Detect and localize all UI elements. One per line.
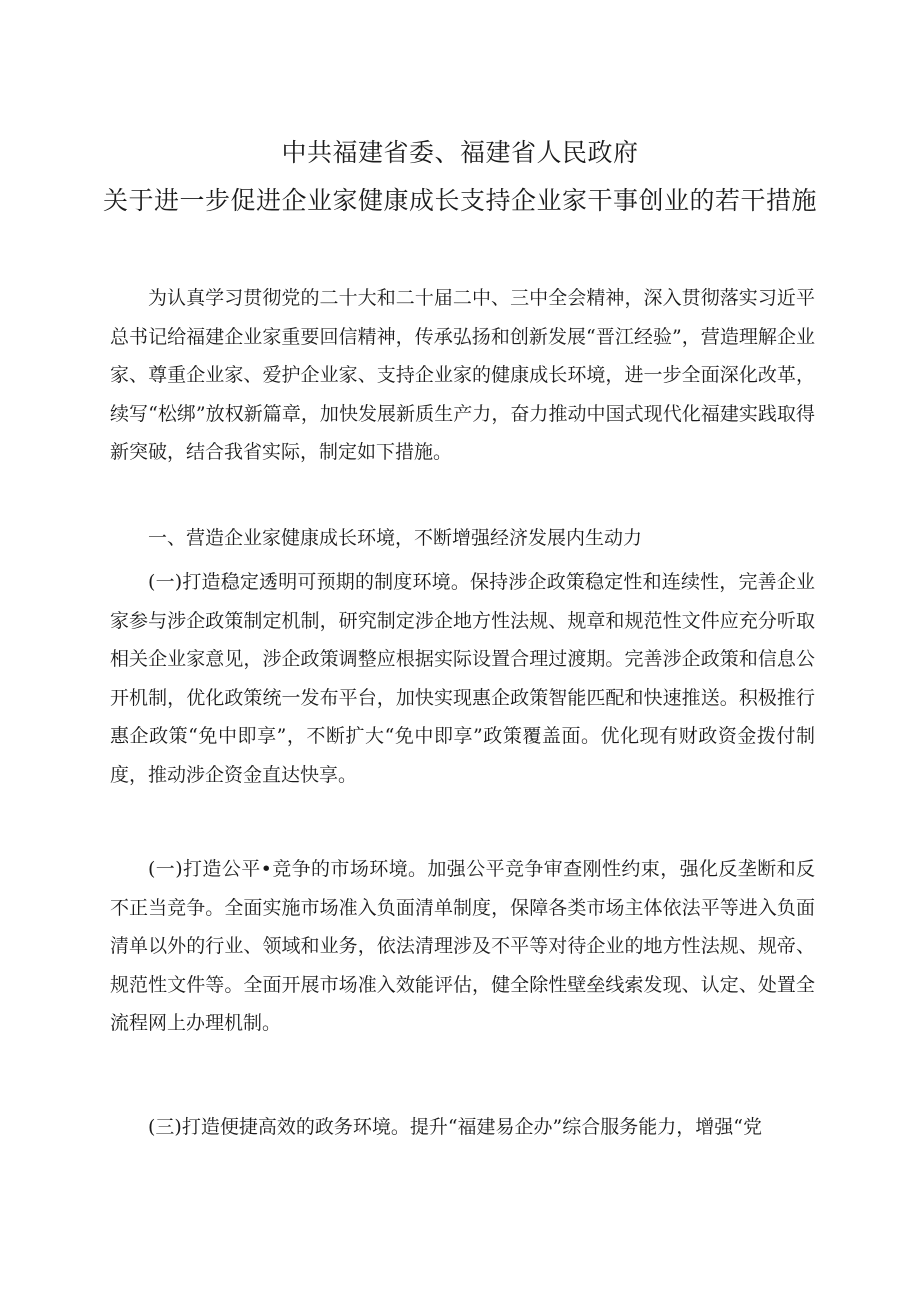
item-paragraph-3: (三)打造便捷高效的政务环境。提升“福建易企办”综合服务能力，增强“党 <box>148 1116 762 1138</box>
intro-paragraph: 为认真学习贯彻党的二十大和二十届二中、三中全会精神，深入贯彻落实习近平总书记给福建企业家重要回信精神，传承弘扬和创新发展“晋江经验”，营造理解企业家、尊重企业家、爱护企业家、支持企业家的健康成长环境，进一步全面深化改革，续写“松绑”放权新篇章，加快发展新质生产力，奋力推动中国式现代化福建实践取得新突破，结合我省实际，制定如下措施。 <box>110 287 815 463</box>
document-title-line1: 中共福建省委、福建省人民政府 <box>281 138 639 167</box>
document-title-line2: 关于进一步促进企业家健康成长支持企业家干事创业的若干措施 <box>102 186 817 215</box>
item-paragraph-1: (一)打造稳定透明可预期的制度环境。保持涉企政策稳定性和连续性，完善企业家参与涉企政策制定机制，研究制定涉企地方性法规、规章和规范性文件应充分听取相关企业家意见，涉企政策调整应根据实际设置合理过渡期。完善涉企政策和信息公开机制，优化政策统一发布平台，加快实现惠企政策智能匹配和快速推送。积极推行惠企政策“免中即享”，不断扩大“免中即享”政策覆盖面。优化现有财政资金拨付制度，推动涉企资金直达快享。 <box>110 571 815 786</box>
item-paragraph-2: (一)打造公平•竞争的市场环境。加强公平竞争审查刚性约束，强化反垄断和反不正当竞争。全面实施市场准入负面清单制度，保障各类市场主体依法平等进入负面清单以外的行业、领域和业务，依法清理涉及不平等对待企业的地方性法规、规帝、规范性文件等。全面开展市场准入效能评估，健全除性壁垒线索发现、认定、处置全流程网上办理机制。 <box>110 858 815 1034</box>
section-heading-1: 一、营造企业家健康成长环境，不断增强经济发展内生动力 <box>148 527 643 549</box>
